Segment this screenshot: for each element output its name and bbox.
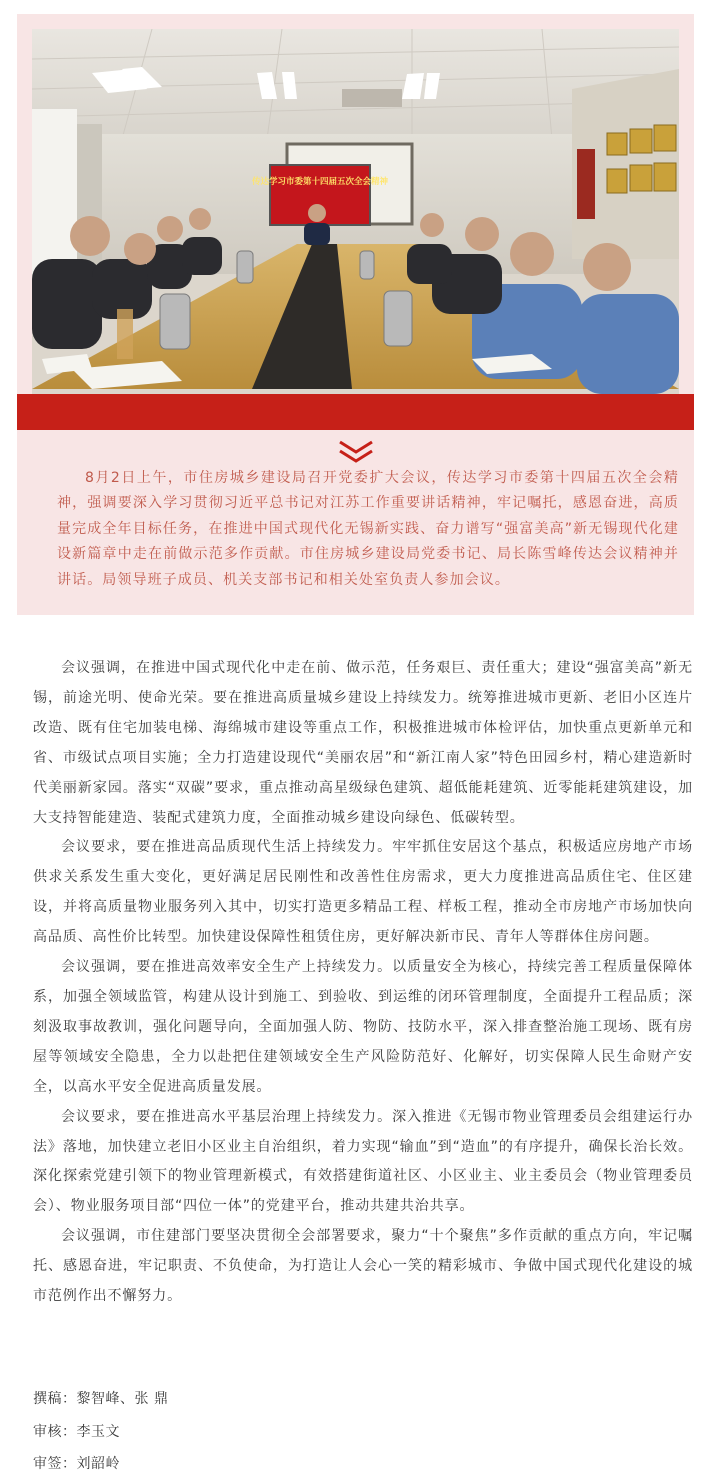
article-paragraph: 会议强调，在推进中国式现代化中走在前、做示范，任务艰巨、责任重大；建设“强富美高”新无锡，前途光明、使命光荣。要在推进高质量城乡建设上持续发力。统筹推进城市更新、老旧小区连片改造、既有住宅加装电梯、海绵城市建设等重点工作，积极推进城市体检评估，加快重点更新单元和省、市级试点项目实施；全力打造建设现代“美丽农居”和“新江南人家”特色田园乡村，精心建造新时代美丽新家园。落实“双碳”要求，重点推动高星级绿色建筑、超低能耗建筑、近零能耗建筑建设，加大支持智能建造、装配式建筑力度，全面推动城乡建设向绿色、低碳转型。 xyxy=(33,660,693,826)
credit-writer: 撰稿：黎智峰、张 鼎 xyxy=(33,1391,169,1407)
screen-title: 传达学习市委第十四届五次全会精神 xyxy=(251,177,389,187)
article-body xyxy=(33,654,693,1312)
intro-card xyxy=(17,14,694,615)
article-paragraph: 会议要求，要在推进高品质现代生活上持续发力。牢牢抓住安居这个基点，积极适应房地产市场供求关系发生重大变化，更好满足居民刚性和改善性住房需求，更大力度推进高品质住宅、住区建设，并将高质量物业服务列入其中，切实打造更多精品工程、样板工程，推动全市房地产市场加快向高品质、高性价比转型。加快建设保障性租赁住房，更好解决新市民、青年人等群体住房问题。 xyxy=(33,839,693,946)
credit-reviewer: 审核：李玉文 xyxy=(33,1423,120,1440)
article-paragraph: 会议强调，市住建部门要坚决贯彻全会部署要求，聚力“十个聚焦”多作贡献的重点方向，牢记嘱托、感恩奋进，牢记职责、不负使命，为打造让人会心一笑的精彩城市、争做中国式现代化建设的城市范例作出不懈努力。 xyxy=(33,1228,693,1305)
chevron-down-icon xyxy=(336,438,376,468)
credit-signer: 审签：刘韶岭 xyxy=(33,1456,120,1472)
red-banner-strip xyxy=(17,394,694,430)
article-credits xyxy=(33,1383,433,1481)
meeting-photo xyxy=(32,29,679,394)
article-paragraph: 会议强调，要在推进高效率安全生产上持续发力。以质量安全为核心，持续完善工程质量保障体系，加强全领域监管，构建从设计到施工、到验收、到运维的闭环管理制度，全面提升工程品质；深刻汲取事故教训，强化问题导向，全面加强人防、物防、技防水平，深入排查整治施工现场、既有房屋等领域安全隐患，全力以赴把住建领域安全生产风险防范好、化解好，切实保障人民生命财产安全，以高水平安全促进高质量发展。 xyxy=(33,959,693,1095)
meeting-photo-illustration xyxy=(32,29,679,394)
article-paragraph: 会议要求，要在推进高水平基层治理上持续发力。深入推进《无锡市物业管理委员会组建运行办法》落地，加快建立老旧小区业主自治组织，着力实现“输血”到“造血”的有序提升，确保长治长效。深化探索党建引领下的物业管理新模式，有效搭建街道社区、小区业主、业主委员会（物业管理委员会）、物业服务项目部“四位一体”的党建平台，推动共建共治共享。 xyxy=(33,1108,693,1215)
intro-paragraph: 8月2日上午，市住房城乡建设局召开党委扩大会议，传达学习市委第十四届五次全会精神，强调要深入学习贯彻习近平总书记对江苏工作重要讲话精神，牢记嘱托，感恩奋进，高质量完成全年目标任务，在推进中国式现代化无锡新实践、奋力谱写“强富美高”新无锡现代化建设新篇章中走在前做示范多作贡献。市住房城乡建设局党委书记、局长陈雪峰传达会议精神并讲话。局领导班子成员、机关支部书记和相关处室负责人参加会议。 xyxy=(57,470,679,588)
